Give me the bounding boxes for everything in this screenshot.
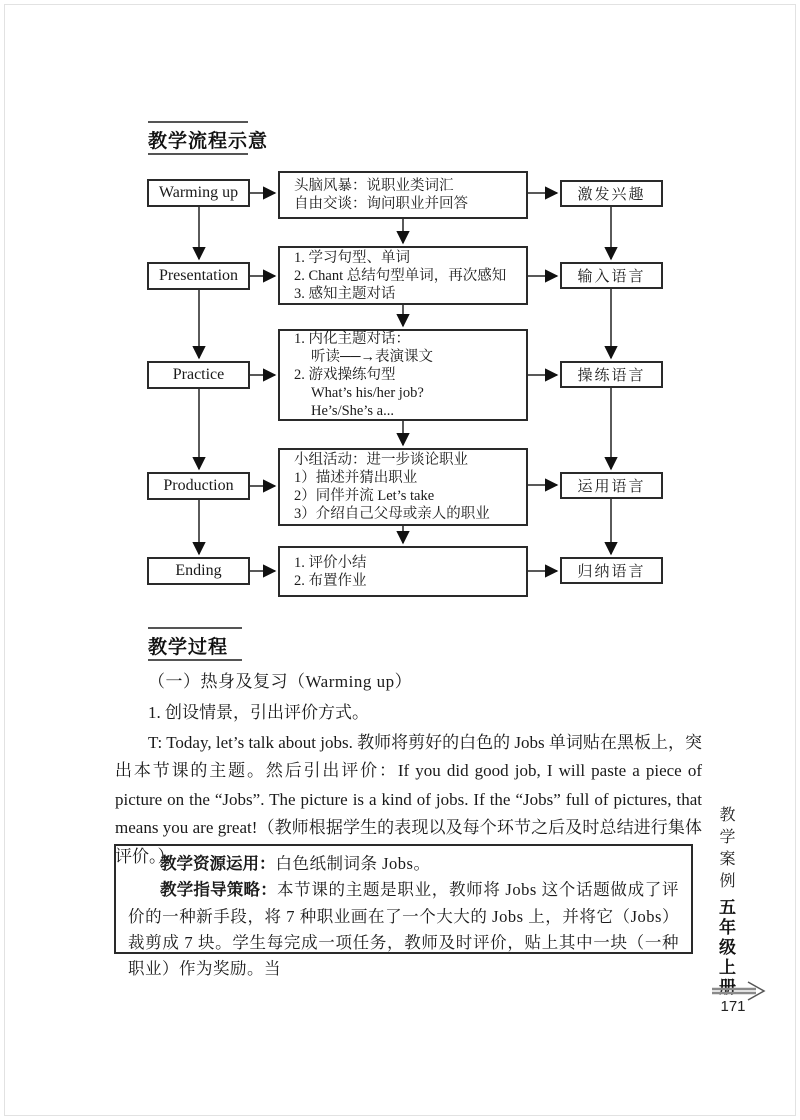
step-line: 1）描述并猜出职业 xyxy=(294,470,418,486)
section-heading-process: 教学过程 xyxy=(148,637,229,658)
step-line: What’s his/her job? xyxy=(311,385,424,401)
step-line: 2. 游戏操练句型 xyxy=(294,367,396,383)
step-title: 1. 创设情景，引出评价方式。 xyxy=(148,703,369,722)
flow-outcome-use: 运用语言 xyxy=(560,472,663,499)
flow-stage-presentation: Presentation xyxy=(147,262,250,290)
flow-steps-production xyxy=(278,448,528,526)
resource-line xyxy=(128,851,679,877)
flow-outcome-input: 输入语言 xyxy=(560,262,663,289)
flow-steps-ending xyxy=(278,546,528,597)
step-line: 小组活动：进一步谈论职业 xyxy=(294,452,468,468)
flow-steps-warming-up xyxy=(278,171,528,219)
sidebar-series-title: 教学案例 xyxy=(717,806,734,894)
flow-stage-warming-up: Warming up xyxy=(147,179,250,207)
flow-stage-practice: Practice xyxy=(147,361,250,389)
heading-rule-bottom xyxy=(148,659,242,661)
strategy-line xyxy=(128,877,679,982)
flow-stage-production: Production xyxy=(147,472,250,500)
page-number: 171 xyxy=(720,998,746,1015)
step-line: 1. 内化主题对话： xyxy=(294,331,410,347)
sidebar-volume-title: 五年级上册 xyxy=(716,898,735,998)
heading-rule-top xyxy=(148,121,248,123)
heading-rule-bottom xyxy=(148,153,248,155)
flow-outcome-drill: 操练语言 xyxy=(560,361,663,388)
flow-steps-practice xyxy=(278,329,528,421)
resource-text: 白色纸制词条 Jobs。 xyxy=(275,854,431,873)
teacher-script-paragraph: T: Today, let’s talk about jobs. 教师将剪好的白色的 Jobs 单词贴在黑板上，突出本节课的主题。然后引出评价：If you did good job, I will paste a piece of picture on the “Jobs”. The picture is a kind of jobs. If the “Jobs” full of pictures, that means you are great!（教师根据学生的表现以及每个环节之后及时总结进行集体评价。） xyxy=(115,733,702,866)
heading-rule-top xyxy=(148,627,242,629)
subsection-title: （一）热身及复习（Warming up） xyxy=(148,672,413,691)
step-line: 头脑风暴：说职业类词汇 xyxy=(294,178,454,194)
step-line: 3. 感知主题对话 xyxy=(294,285,396,302)
flow-outcome-summarize: 归纳语言 xyxy=(560,557,663,584)
step-line: 3）介绍自己父母或亲人的职业 xyxy=(294,506,490,522)
resource-label: 教学资源运用： xyxy=(160,855,276,873)
teaching-strategy-box xyxy=(114,844,693,979)
step-line: 听读──→表演课文 xyxy=(311,349,434,365)
step-line: 自由交谈：询问职业并回答 xyxy=(294,196,468,212)
section-heading-flow: 教学流程示意 xyxy=(148,131,269,152)
step-line: 2. 布置作业 xyxy=(294,572,367,589)
step-line: 2）同伴并流 Let’s take xyxy=(294,488,435,504)
strategy-text: 本节课的主题是职业，教师将 Jobs 这个话题做成了评价的一种新手段，将 7 种职业画在了一个大大的 Jobs 上，并将它（Jobs）裁剪成 7 块。学生每完成一项任务，教师及时评价，贴上其中一块（一种职业）作为奖励。当 xyxy=(128,880,680,979)
step-line: 2. Chant 总结句型单词，再次感知 xyxy=(294,267,507,284)
step-line: 1. 学习句型、单词 xyxy=(294,249,410,266)
flow-outcome-interest: 激发兴趣 xyxy=(560,180,663,207)
strategy-label: 教学指导策略： xyxy=(160,881,277,900)
flow-steps-presentation xyxy=(278,246,528,305)
flow-stage-ending: Ending xyxy=(147,557,250,585)
step-line: He’s/She’s a... xyxy=(311,403,394,419)
step-line: 1. 评价小结 xyxy=(294,554,367,571)
